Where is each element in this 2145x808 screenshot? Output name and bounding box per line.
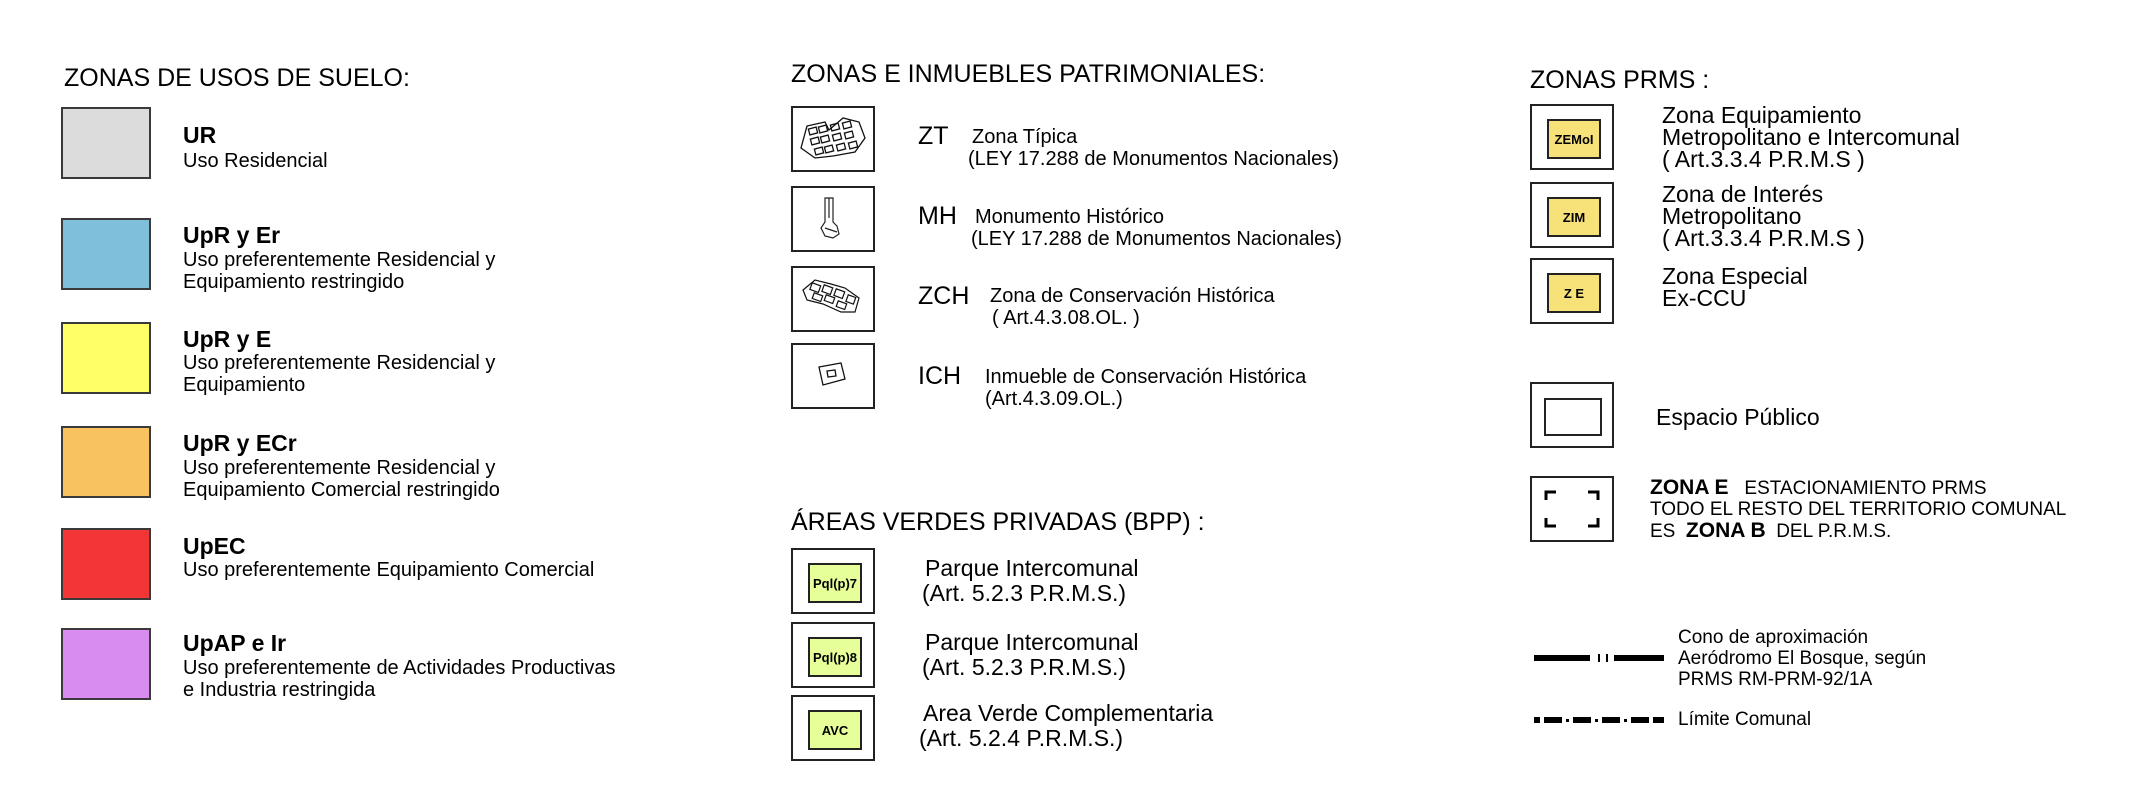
historic-monument-icon bbox=[793, 188, 873, 250]
prms-heading: ZONAS PRMS : bbox=[1530, 66, 1710, 94]
conservation-zone-icon bbox=[793, 268, 873, 330]
historic-monument-symbol bbox=[791, 186, 875, 252]
upec-code: UpEC bbox=[183, 533, 246, 559]
zemoi-symbol bbox=[1530, 104, 1614, 170]
bpp-heading: ÁREAS VERDES PRIVADAS (BPP) : bbox=[791, 508, 1205, 536]
dashed-corner-icon bbox=[1532, 478, 1612, 540]
conservation-zone-symbol bbox=[791, 266, 875, 332]
communal-limit-line-icon bbox=[1534, 714, 1664, 726]
mh-code: MH bbox=[918, 202, 957, 230]
zt-description: Zona Típica (LEY 17.288 de Monumentos Nacionales) bbox=[968, 126, 1339, 170]
zim-symbol bbox=[1530, 182, 1614, 248]
zt-code: ZT bbox=[918, 122, 949, 150]
upr-e-code: UpR y E bbox=[183, 326, 272, 352]
pql-p8-tag: Pql(p)8 bbox=[808, 637, 862, 677]
zch-code: ZCH bbox=[918, 282, 970, 310]
conservation-building-icon bbox=[793, 345, 873, 407]
zona-e-bold: ZONA E bbox=[1650, 476, 1729, 499]
upr-ecr-code: UpR y ECr bbox=[183, 430, 297, 456]
ur-description: Uso Residencial bbox=[183, 150, 328, 172]
ze-tag: Z E bbox=[1547, 273, 1601, 313]
zim-tag: ZIM bbox=[1547, 197, 1601, 237]
public-space-symbol bbox=[1530, 382, 1614, 448]
zona-b-bold: ZONA B bbox=[1685, 519, 1766, 542]
pql-p7-description: Parque Intercomunal (Art. 5.2.3 P.R.M.S.) bbox=[922, 555, 1139, 606]
zch-description: Zona de Conservación Histórica ( Art.4.3.08.OL. ) bbox=[990, 285, 1275, 329]
land-use-heading: ZONAS DE USOS DE SUELO: bbox=[64, 64, 410, 92]
upr-er-swatch bbox=[61, 218, 151, 290]
avc-description: Area Verde Complementaria (Art. 5.2.4 P.R.M.S.) bbox=[919, 700, 1214, 751]
heritage-heading: ZONAS E INMUEBLES PATRIMONIALES: bbox=[791, 60, 1266, 88]
upec-description: Uso preferentemente Equipamiento Comercial bbox=[183, 559, 595, 581]
ur-code: UR bbox=[183, 122, 217, 148]
pql-p8-symbol bbox=[791, 622, 875, 688]
typical-zone-icon bbox=[793, 108, 873, 170]
zona-e-description: ZONA E ESTACIONAMIENTO PRMS TODO EL RESTO DEL TERRITORIO COMUNAL ES ZONA B DEL P.R.M.S. bbox=[1650, 476, 2067, 542]
communal-limit-label: Límite Comunal bbox=[1678, 709, 1812, 730]
public-space-inner-box bbox=[1544, 398, 1602, 436]
zemoi-tag: ZEMoI bbox=[1547, 119, 1601, 159]
upec-swatch bbox=[61, 528, 151, 600]
upr-er-description: Uso preferentemente Residencial y Equipamiento restringido bbox=[183, 249, 496, 293]
mh-description: Monumento Histórico (LEY 17.288 de Monumentos Nacionales) bbox=[971, 206, 1342, 250]
zemoi-description: Zona Equipamiento Metropolitano e Intercomunal ( Art.3.3.4 P.R.M.S ) bbox=[1662, 102, 1960, 172]
conservation-building-symbol bbox=[791, 343, 875, 409]
avc-symbol bbox=[791, 695, 875, 761]
pql-p8-description: Parque Intercomunal (Art. 5.2.3 P.R.M.S.) bbox=[922, 629, 1139, 680]
avc-tag: AVC bbox=[808, 710, 862, 750]
public-space-label: Espacio Público bbox=[1656, 404, 1820, 430]
upr-ecr-description: Uso preferentemente Residencial y Equipamiento Comercial restringido bbox=[183, 457, 500, 501]
ur-swatch bbox=[61, 107, 151, 179]
approach-cone-line-icon bbox=[1534, 651, 1664, 665]
upr-e-swatch bbox=[61, 322, 151, 394]
ich-code: ICH bbox=[918, 362, 962, 390]
ze-description: Zona Especial Ex-CCU bbox=[1662, 263, 1808, 311]
upr-ecr-swatch bbox=[61, 426, 151, 498]
zona-e-symbol bbox=[1530, 476, 1614, 542]
upr-e-description: Uso preferentemente Residencial y Equipamiento bbox=[183, 352, 496, 396]
ze-symbol bbox=[1530, 258, 1614, 324]
pql-p7-tag: Pql(p)7 bbox=[808, 563, 862, 603]
ich-description: Inmueble de Conservación Histórica (Art.4.3.09.OL.) bbox=[985, 366, 1307, 410]
pql-p7-symbol bbox=[791, 548, 875, 614]
upr-er-code: UpR y Er bbox=[183, 222, 281, 248]
upap-ir-description: Uso preferentemente de Actividades Productivas e Industria restringida bbox=[183, 657, 616, 701]
zim-description: Zona de Interés Metropolitano ( Art.3.3.4 P.R.M.S ) bbox=[1662, 181, 1865, 251]
upap-ir-swatch bbox=[61, 628, 151, 700]
upap-ir-code: UpAP e Ir bbox=[183, 630, 287, 656]
approach-cone-description: Cono de aproximación Aeródromo El Bosque, según PRMS RM-PRM-92/1A bbox=[1678, 627, 1927, 690]
typical-zone-symbol bbox=[791, 106, 875, 172]
